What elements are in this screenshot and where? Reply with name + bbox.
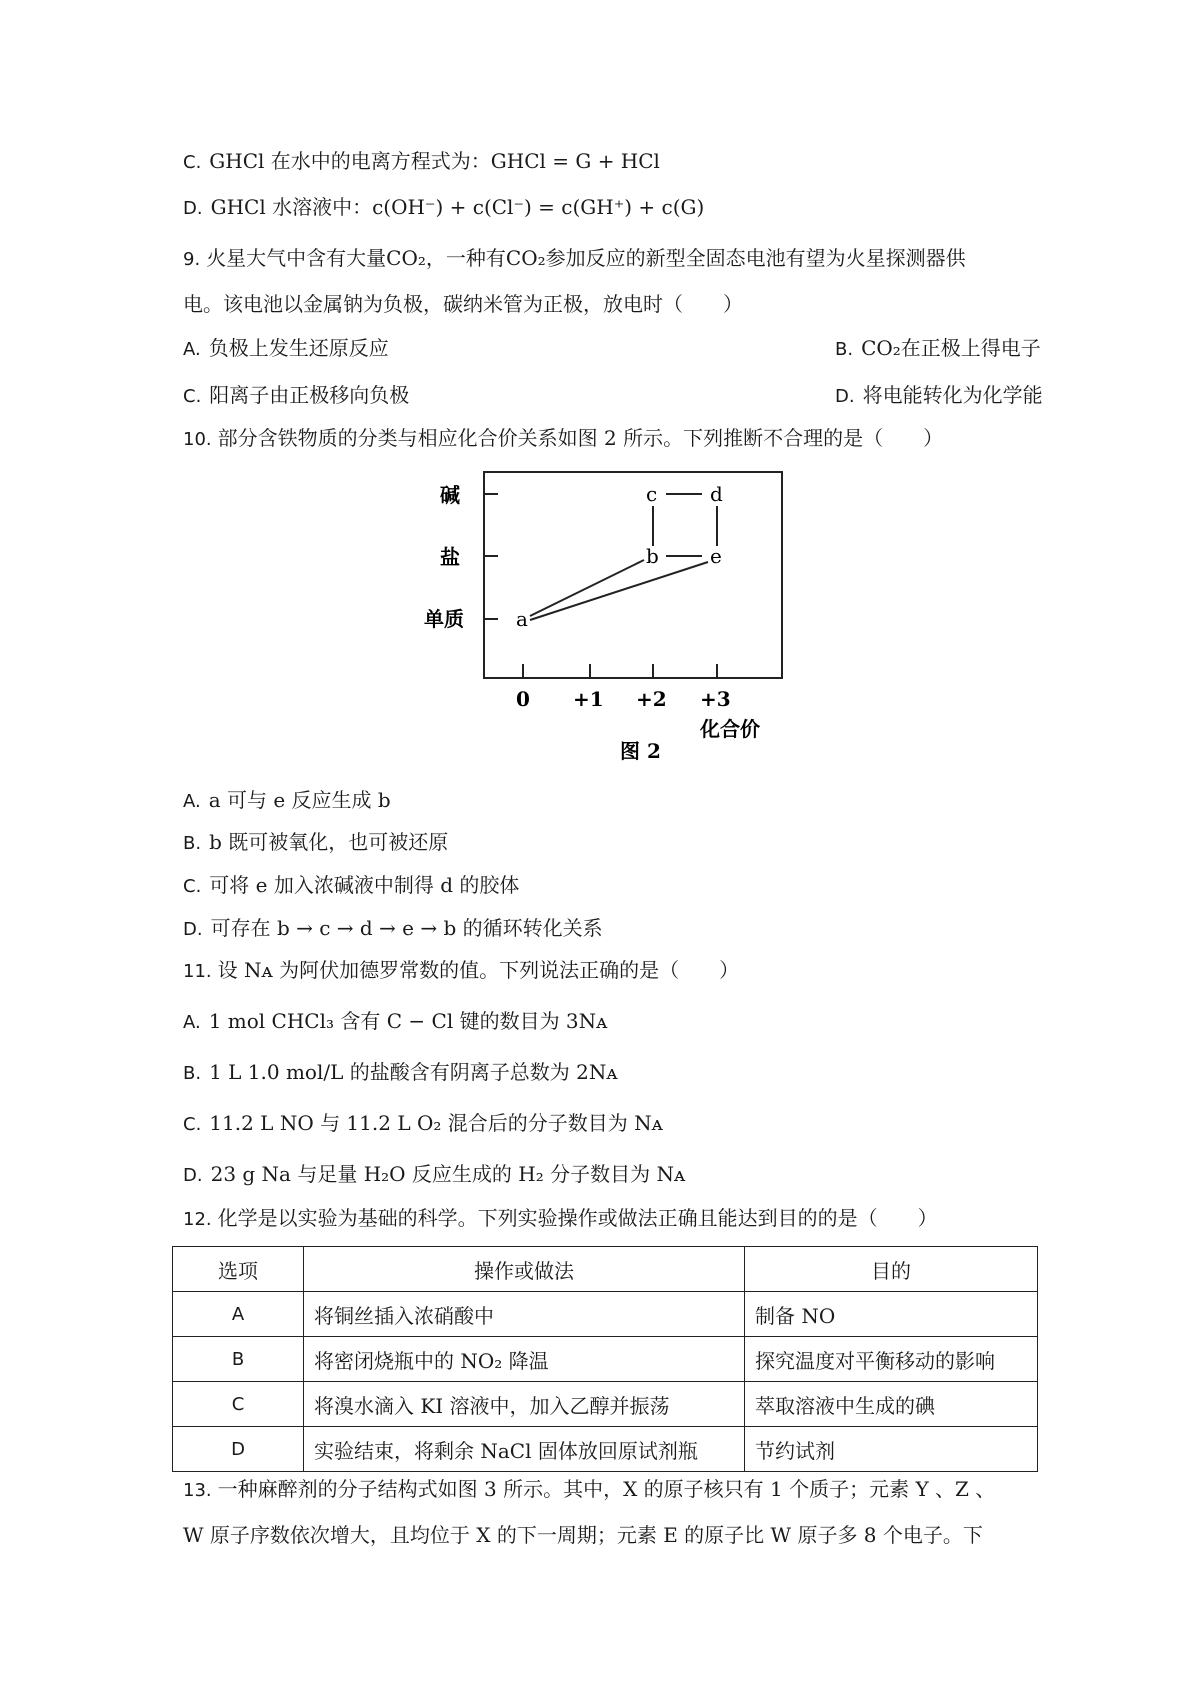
option-letter: A. [183, 339, 201, 360]
option-letter: B. [183, 833, 202, 854]
option-text: a 可与 e 反应生成 b [208, 788, 391, 812]
option-letter: C. [183, 386, 202, 407]
header-option: 选项 [173, 1247, 304, 1292]
row-purpose: 节约试剂 [745, 1427, 1038, 1472]
row-operation: 将溴水滴入 KI 溶液中，加入乙醇并振荡 [304, 1382, 745, 1427]
q9-options-row2 [183, 380, 1050, 412]
y-label-base: 碱 [440, 483, 460, 507]
x-tick-label: +2 [636, 687, 667, 711]
question-text: 部分含铁物质的分类与相应化合价关系如图 2 所示。下列推断不合理的是（ ） [217, 426, 944, 450]
question-text: 设 Nᴀ 为阿伏加德罗常数的值。下列说法正确的是（ ） [217, 958, 740, 982]
q9-options-row1 [183, 333, 1050, 365]
option-letter: C. [183, 876, 202, 897]
q13-stem-line2 [183, 1520, 1050, 1550]
option-text: 1 mol CHCl₃ 含有 C − Cl 键的数目为 3Nᴀ [208, 1009, 608, 1033]
figure-frame [484, 472, 782, 678]
x-tick-label: 0 [516, 687, 530, 711]
q12-stem [183, 1203, 1050, 1235]
line-a-e [530, 562, 708, 620]
question-text: 一种麻醉剂的分子结构式如图 3 所示。其中，X 的原子核只有 1 个质子；元素 Y 、Z 、 [217, 1477, 996, 1501]
point-b: b [646, 544, 659, 568]
option-letter: A. [183, 791, 201, 812]
option-letter: A. [183, 1012, 201, 1033]
q10-stem [183, 423, 1050, 455]
option-letter: D. [183, 919, 203, 940]
option-d-line [183, 192, 1050, 224]
header-purpose: 目的 [745, 1247, 1038, 1292]
question-text: 火星大气中含有大量CO₂，一种有CO₂参加反应的新型全固态电池有望为火星探测器供 [206, 246, 966, 270]
iron-valence-figure [410, 464, 790, 774]
option-text: 可存在 b → c → d → e → b 的循环转化关系 [210, 916, 603, 940]
table-row [173, 1337, 1038, 1382]
option-text: 1 L 1.0 mol/L 的盐酸含有阴离子总数为 2Nᴀ [209, 1060, 618, 1084]
option-letter: C. [183, 152, 202, 173]
option-text: 负极上发生还原反应 [208, 336, 389, 360]
q9-stem-line1 [183, 243, 1050, 275]
x-axis-label: 化合价 [700, 717, 760, 741]
point-a: a [516, 607, 528, 631]
q11-option-d [183, 1159, 1050, 1191]
question-number: 13. [183, 1480, 212, 1501]
figure-caption: 图 2 [620, 739, 661, 763]
option-letter: D. [835, 386, 855, 407]
row-option: C [173, 1382, 304, 1427]
experiment-table [172, 1246, 1038, 1472]
question-text: W 原子序数依次增大，且均位于 X 的下一周期；元素 E 的原子比 W 原子多 8 个电子。下 [183, 1523, 983, 1547]
row-option: D [173, 1427, 304, 1472]
option-letter: B. [183, 1063, 202, 1084]
row-purpose: 制备 NO [745, 1292, 1038, 1337]
row-operation: 实验结束，将剩余 NaCl 固体放回原试剂瓶 [304, 1427, 745, 1472]
question-text: 化学是以实验为基础的科学。下列实验操作或做法正确且能达到目的的是（ ） [217, 1206, 938, 1230]
row-operation: 将铜丝插入浓硝酸中 [304, 1292, 745, 1337]
question-number: 9. [183, 249, 201, 270]
option-text: GHCl 水溶液中：c(OH⁻) + c(Cl⁻) = c(GH⁺) + c(G) [210, 195, 705, 219]
option-text: CO₂在正极上得电子 [861, 336, 1041, 360]
y-label-element: 单质 [424, 607, 464, 631]
q11-option-c [183, 1108, 1050, 1140]
option-letter: B. [835, 339, 854, 360]
question-number: 11. [183, 961, 212, 982]
question-number: 10. [183, 429, 212, 450]
table-header-row [173, 1247, 1038, 1292]
option-text: 可将 e 加入浓碱液中制得 d 的胶体 [209, 873, 520, 897]
q9-stem-line2 [183, 289, 1050, 319]
question-number: 12. [183, 1209, 212, 1230]
option-a [183, 336, 389, 360]
q11-option-b [183, 1057, 1050, 1089]
option-letter: D. [183, 198, 203, 219]
row-option: A [173, 1292, 304, 1337]
row-purpose: 探究温度对平衡移动的影响 [745, 1337, 1038, 1382]
q10-option-c [183, 870, 1050, 902]
q11-stem [183, 955, 1050, 987]
option-text: b 既可被氧化，也可被还原 [209, 830, 449, 854]
q10-option-d [183, 913, 1050, 945]
x-tick-label: +3 [700, 687, 731, 711]
option-text: 23 g Na 与足量 H₂O 反应生成的 H₂ 分子数目为 Nᴀ [210, 1162, 686, 1186]
option-text: 11.2 L NO 与 11.2 L O₂ 混合后的分子数目为 Nᴀ [209, 1111, 663, 1135]
option-c [183, 383, 409, 407]
point-e: e [710, 544, 722, 568]
q10-option-a [183, 785, 1050, 817]
row-option: B [173, 1337, 304, 1382]
option-b [835, 333, 1041, 365]
q11-option-a [183, 1006, 1050, 1038]
question-text: 电。该电池以金属钠为负极，碳纳米管为正极，放电时（ ） [183, 292, 743, 316]
row-purpose: 萃取溶液中生成的碘 [745, 1382, 1038, 1427]
option-letter: D. [183, 1165, 203, 1186]
q10-option-b [183, 827, 1050, 859]
table-row [173, 1382, 1038, 1427]
option-text: 将电能转化为化学能 [862, 383, 1043, 407]
point-c: c [646, 482, 658, 506]
table-row [173, 1292, 1038, 1337]
table-row [173, 1427, 1038, 1472]
header-operation: 操作或做法 [304, 1247, 745, 1292]
y-label-salt: 盐 [440, 545, 460, 569]
option-text: GHCl 在水中的电离方程式为：GHCl = G + HCl [209, 149, 660, 173]
option-d [835, 380, 1043, 412]
point-d: d [710, 482, 723, 506]
x-tick-label: +1 [573, 687, 604, 711]
row-operation: 将密闭烧瓶中的 NO₂ 降温 [304, 1337, 745, 1382]
q13-stem-line1 [183, 1474, 1050, 1506]
option-c-line [183, 146, 1050, 178]
option-letter: C. [183, 1114, 202, 1135]
option-text: 阳离子由正极移向负极 [209, 383, 410, 407]
